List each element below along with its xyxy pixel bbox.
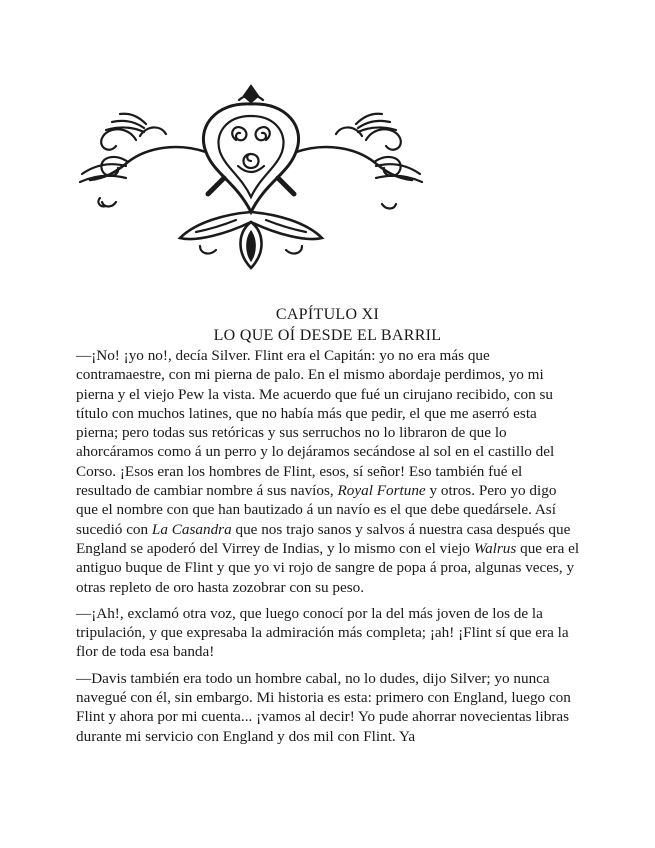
paragraph-text: —¡No! ¡yo no!, decía Silver. Flint era el Capitán: yo no era más que contramaestre, con mi pierna de palo. En el mismo abordaje perdimos, yo mi pierna y el viejo Pew la vista. Me acuerdo que fué un cirujano recibido, con su título con muchos latines, que no había más que pedir, el que me aserró esta pierna; pero todas sus retóricas y sus serruchos no lo libraron de que lo ahorcáramos como á un perro y lo dejáramos secándose al sol en el castillo del Corso. ¡Esos eran los hombres de Flint, esos, sí señor! Eso también fué el resultado de cambiar nombre á sus navíos, [76, 347, 555, 500]
paragraph-3 [76, 669, 581, 746]
paragraph-2 [76, 604, 581, 662]
ship-name-royal-fortune: Royal Fortune [337, 482, 426, 500]
decorative-vignette-ornament [76, 82, 426, 272]
paragraph-text: que era el antiguo buque de Flint y que yo vi rojo de sangre de popa á proa, algunas veces, y otras repleto de oro hasta zozobrar con su peso. [76, 539, 580, 596]
paragraph-text: y otros. Pero yo digo que el nombre con que han bautizado á un navío es el que debe quedársele. Así sucedió con [76, 482, 557, 538]
ship-name-la-casandra: La Casandra [151, 520, 232, 538]
ship-name-walrus: Walrus [473, 539, 517, 557]
chapter-body [76, 346, 581, 753]
paragraph-text: —¡Ah!, exclamó otra voz, que luego conocí por la del más joven de los de la tripulación, y que expresaba la admiración más completa; ¡ah! ¡Flint sí que era la flor de toda esa banda! [76, 604, 569, 661]
chapter-title: LO QUE OÍ DESDE EL BARRIL [213, 327, 442, 344]
paragraph-text: —Davis también era todo un hombre cabal, no lo dudes, dijo Silver; yo nunca navegué con él, sin embargo. Mi historia es esta: primero con England, luego con Flint y ahora por mi cuenta... ¡vamos al decir! Yo pude ahorrar novecientas libras durante mi servicio con England y dos mil con Flint. Ya [76, 669, 571, 745]
paragraph-1 [76, 346, 581, 597]
paragraph-text: que nos trajo sanos y salvos á nuestra casa después que England se apoderó del Virrey de Indias, y lo mismo con el viejo [76, 520, 571, 557]
chapter-number: CAPÍTULO XI [275, 306, 380, 323]
